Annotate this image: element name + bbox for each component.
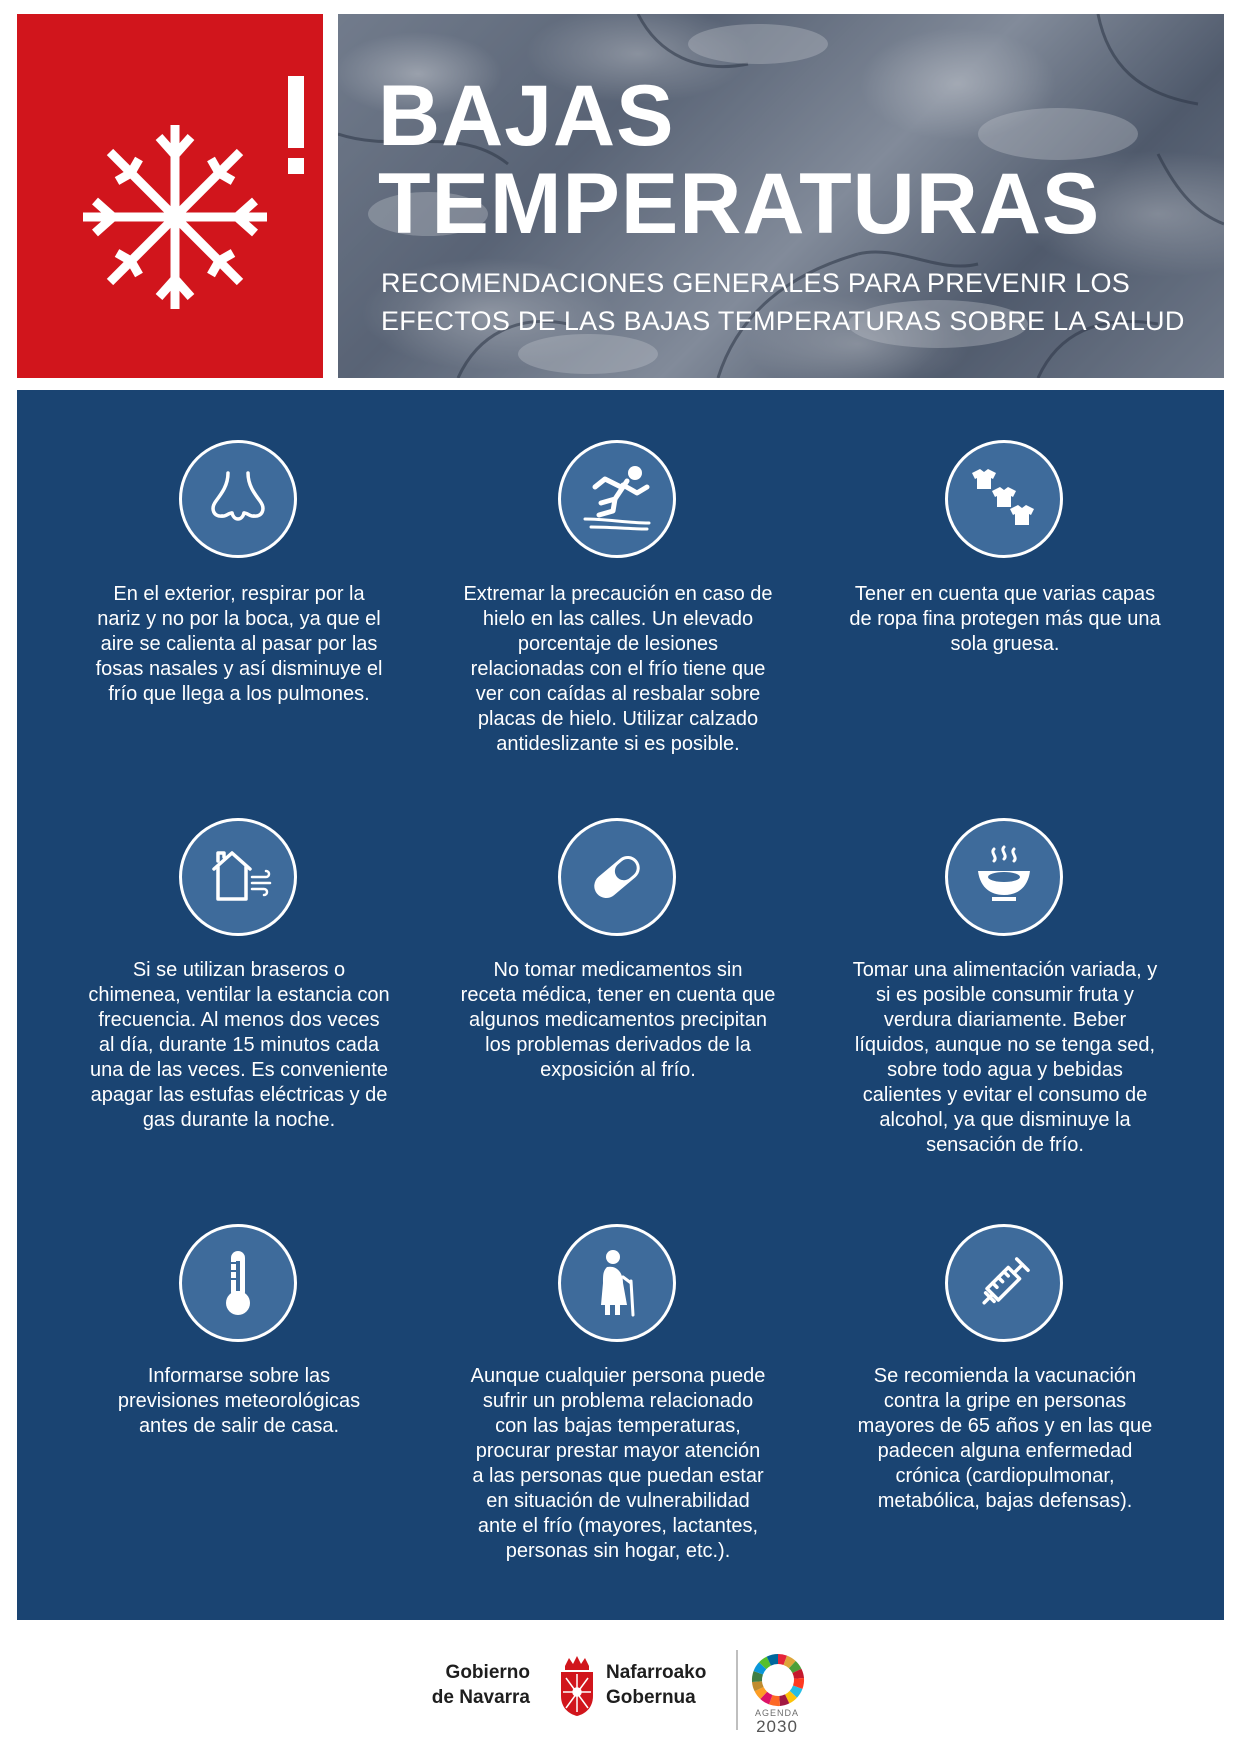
text-line: crónica (cardiopulmonar, <box>895 1465 1115 1487</box>
text-line: padecen alguna enfermedad <box>877 1440 1133 1462</box>
nafarroako-gobernua-text <box>606 1660 736 1710</box>
text-line: sufrir un problema relacionado <box>482 1390 754 1412</box>
text-line: ante el frío (mayores, lactantes, <box>477 1515 759 1537</box>
agenda-2030-wheel-icon <box>748 1652 808 1708</box>
snowflake-alert-icon <box>17 14 323 378</box>
text-line: frío que llega a los pulmones. <box>108 683 370 705</box>
text-line: de ropa fina protegen más que una <box>849 608 1161 630</box>
text-line: personas sin hogar, etc.). <box>505 1540 731 1562</box>
text-line: calientes y evitar el consumo de <box>862 1084 1148 1106</box>
text-line: previsiones meteorológicas <box>117 1390 361 1412</box>
cold-warning-logo <box>17 14 323 378</box>
nose-icon <box>179 440 297 558</box>
text-line: antideslizante si es posible. <box>496 733 740 755</box>
text-line: No tomar medicamentos sin <box>493 959 743 981</box>
text-line: Gobierno <box>445 1662 530 1683</box>
text-line: algunos medicamentos precipitan <box>469 1009 767 1031</box>
slipping-person-icon <box>558 440 676 558</box>
recommendation-text-9 <box>845 1364 1165 1514</box>
pill-icon <box>558 818 676 936</box>
text-line: metabólica, bajas defensas). <box>877 1490 1133 1512</box>
title-line-2: TEMPERATURAS <box>378 156 1101 252</box>
footer-divider <box>736 1650 738 1730</box>
text-line: sensación de frío. <box>926 1134 1084 1156</box>
text-line: al día, durante 15 minutos cada <box>98 1034 380 1056</box>
text-line: porcentaje de lesiones <box>517 633 719 655</box>
text-line: líquidos, aunque no se tenga sed, <box>854 1034 1156 1056</box>
text-line: Nafarroako <box>606 1662 707 1683</box>
text-line: Tomar una alimentación variada, y <box>852 959 1158 981</box>
page-subtitle <box>381 264 1221 340</box>
hot-bowl-icon <box>945 818 1063 936</box>
agenda-label: AGENDA <box>754 1708 799 1718</box>
elderly-person-icon <box>558 1224 676 1342</box>
text-line: ver con caídas al resbalar sobre <box>475 683 761 705</box>
text-line: Extremar la precaución en caso de <box>463 583 773 605</box>
text-line: frecuencia. Al menos dos veces <box>98 1009 380 1031</box>
recommendation-text-1 <box>79 582 399 707</box>
text-line: receta médica, tener en cuenta que <box>460 984 776 1006</box>
text-line: Aunque cualquier persona puede <box>470 1365 766 1387</box>
text-line: En el exterior, respirar por la <box>113 583 365 605</box>
syringe-icon <box>945 1224 1063 1342</box>
thermometer-icon <box>179 1224 297 1342</box>
text-line: chimenea, ventilar la estancia con <box>88 984 390 1006</box>
text-line: a las personas que puedan estar <box>472 1465 764 1487</box>
recommendation-text-8 <box>458 1364 778 1564</box>
text-line: apagar las estufas eléctricas y de <box>90 1084 388 1106</box>
text-line: sobre todo agua y bebidas <box>887 1059 1123 1081</box>
text-line: si es posible consumir fruta y <box>876 984 1134 1006</box>
hero-banner <box>338 14 1224 378</box>
text-line: Se recomienda la vacunación <box>873 1365 1137 1387</box>
text-line: antes de salir de casa. <box>138 1415 340 1437</box>
recommendation-text-2 <box>458 582 778 757</box>
recommendation-text-4 <box>79 958 399 1133</box>
text-line: gas durante la noche. <box>142 1109 336 1131</box>
subtitle-line-2: EFECTOS DE LAS BAJAS TEMPERATURAS SOBRE LA SALUD <box>381 306 1185 336</box>
text-line: en situación de vulnerabilidad <box>486 1490 750 1512</box>
text-line: aire se calienta al pasar por las <box>100 633 378 655</box>
subtitle-line-1: RECOMENDACIONES GENERALES PARA PREVENIR LOS <box>381 268 1131 298</box>
agenda-year: 2030 <box>756 1717 798 1736</box>
recommendations-panel <box>17 390 1224 1620</box>
text-line: procurar prestar mayor atención <box>475 1440 761 1462</box>
text-line: Gobernua <box>606 1687 696 1708</box>
text-line: de Navarra <box>431 1687 530 1708</box>
text-line: alcohol, ya que disminuye la <box>879 1109 1131 1131</box>
text-line: placas de hielo. Utilizar calzado <box>477 708 759 730</box>
recommendation-text-6 <box>845 958 1165 1158</box>
text-line: Tener en cuenta que varias capas <box>854 583 1156 605</box>
text-line: los problemas derivados de la <box>485 1034 751 1056</box>
footer <box>430 1650 830 1736</box>
title-line-1: BAJAS <box>378 68 675 164</box>
clothing-layers-icon <box>945 440 1063 558</box>
text-line: nariz y no por la boca, ya que el <box>97 608 381 630</box>
text-line: hielo en las calles. Un elevado <box>482 608 754 630</box>
text-line: una de las veces. Es conveniente <box>90 1059 388 1081</box>
text-line: fosas nasales y así disminuye el <box>95 658 383 680</box>
text-line: mayores de 65 años y en las que <box>857 1415 1153 1437</box>
text-line: sola gruesa. <box>950 633 1060 655</box>
recommendation-text-3 <box>845 582 1165 657</box>
text-line: relacionadas con el frío tiene que <box>470 658 766 680</box>
house-ventilation-icon <box>179 818 297 936</box>
text-line: Si se utilizan braseros o <box>132 959 346 981</box>
gobierno-navarra-text <box>430 1660 530 1710</box>
text-line: con las bajas temperaturas, <box>495 1415 741 1437</box>
text-line: exposición al frío. <box>540 1059 696 1081</box>
text-line: contra la gripe en personas <box>883 1390 1127 1412</box>
navarra-crest-icon <box>557 1656 597 1718</box>
text-line: verdura diariamente. Beber <box>883 1009 1127 1031</box>
text-line: Informarse sobre las <box>147 1365 331 1387</box>
recommendation-text-7 <box>79 1364 399 1439</box>
recommendation-text-5 <box>458 958 778 1083</box>
page-title <box>378 68 1101 252</box>
